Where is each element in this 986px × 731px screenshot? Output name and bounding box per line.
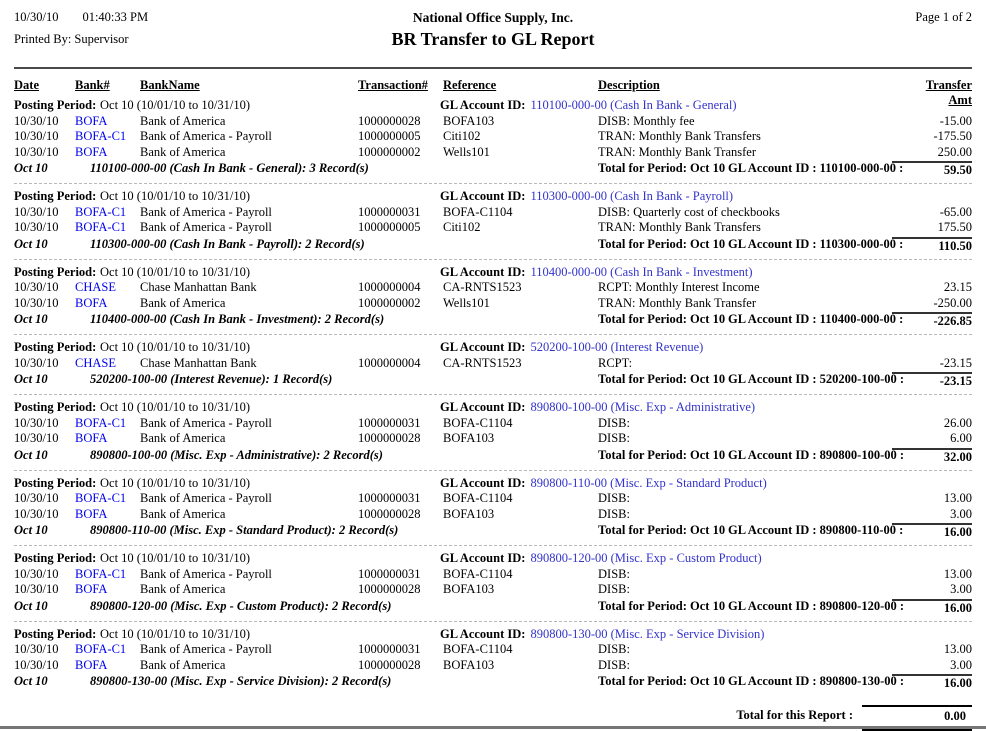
total-for-period-label: Total for Period: Oct 10 <box>598 312 726 326</box>
row-reference: CA-RNTS1523 <box>443 355 522 370</box>
period-total-amount: 110.50 <box>892 237 972 254</box>
posting-period-row <box>14 551 972 567</box>
table-row <box>14 507 972 523</box>
section-rows <box>14 280 972 311</box>
section-rows <box>14 567 972 598</box>
row-transfer-amount: -65.00 <box>939 204 972 219</box>
total-gl-account-label: GL Account ID : 110300-000-00 : <box>728 236 904 251</box>
posting-period-label: Posting Period: <box>14 626 97 641</box>
row-bank-name: Bank of America - Payroll <box>140 220 272 234</box>
row-date: 10/30/10 <box>14 642 59 656</box>
row-bank-name: Bank of America <box>140 144 226 159</box>
row-bank-name: Chase Manhattan Bank <box>140 280 257 294</box>
posting-period-value: Oct 10 (10/01/10 to 10/31/10) <box>100 626 250 641</box>
row-description: RCPT: <box>598 355 633 370</box>
row-reference: BOFA103 <box>443 113 495 128</box>
row-transfer-amount: 13.00 <box>943 491 972 505</box>
row-bank-name: Bank of America - Payroll <box>140 642 272 656</box>
row-transaction-number: 1000000031 <box>358 491 421 505</box>
table-row <box>14 114 972 130</box>
posting-period-row <box>14 189 972 205</box>
report-title: BR Transfer to GL Report <box>391 29 595 49</box>
column-header-description: Description <box>598 78 660 92</box>
summary-period: Oct 10 <box>14 161 48 175</box>
total-for-period-label: Total for Period: Oct 10 <box>598 236 726 251</box>
bank-code-link[interactable]: BOFA <box>75 431 108 445</box>
section-rows <box>14 114 972 161</box>
table-row <box>14 642 972 658</box>
table-row <box>14 220 972 236</box>
row-transaction-number: 1000000004 <box>358 280 421 294</box>
report-header <box>14 10 972 58</box>
gl-account-label: GL Account ID: <box>440 340 526 354</box>
posting-period-label: Posting Period: <box>14 551 97 565</box>
total-for-period-label: Total for Period: Oct 10 <box>598 447 726 462</box>
printed-by-label: Printed By: <box>14 32 72 46</box>
summary-text: 110300-000-00 (Cash In Bank - Payroll): 2 Record(s) <box>90 236 365 251</box>
row-transfer-amount: 13.00 <box>943 566 972 581</box>
row-transaction-number: 1000000005 <box>358 220 421 234</box>
summary-period: Oct 10 <box>14 236 48 251</box>
posting-period-row <box>14 476 972 492</box>
bank-code-link[interactable]: BOFA-C1 <box>75 204 127 219</box>
section-total-row <box>14 372 972 389</box>
table-row <box>14 567 972 583</box>
row-transfer-amount: 3.00 <box>950 506 972 521</box>
gl-account-section <box>14 394 972 465</box>
row-date: 10/30/10 <box>14 220 59 234</box>
gl-account-group <box>440 340 703 355</box>
gl-account-link[interactable]: 520200-100-00 (Interest Revenue) <box>530 340 704 354</box>
row-bank-name: Bank of America <box>140 582 226 596</box>
row-transfer-amount: 6.00 <box>950 431 972 445</box>
row-reference: Wells101 <box>443 295 490 310</box>
row-reference: BOFA103 <box>443 431 495 445</box>
row-bank-name: Bank of America - Payroll <box>140 491 272 505</box>
row-date: 10/30/10 <box>14 204 59 219</box>
bank-code-link[interactable]: BOFA-C1 <box>75 491 127 505</box>
gl-account-link[interactable]: 890800-130-00 (Misc. Exp - Service Division) <box>530 626 765 641</box>
row-date: 10/30/10 <box>14 280 59 294</box>
total-gl-account-label: GL Account ID : 520200-100-00 : <box>728 372 905 386</box>
row-description: DISB: <box>598 431 630 445</box>
posting-period-row <box>14 265 972 281</box>
bank-code-link[interactable]: BOFA <box>75 295 108 310</box>
row-description: TRAN: Monthly Bank Transfers <box>598 129 761 143</box>
header-rule <box>14 67 972 69</box>
section-rows <box>14 416 972 447</box>
period-total-amount: -226.85 <box>892 312 972 329</box>
posting-period-label: Posting Period: <box>14 189 97 203</box>
posting-period-value: Oct 10 (10/01/10 to 10/31/10) <box>100 400 250 414</box>
posting-period-label: Posting Period: <box>14 475 97 490</box>
row-transaction-number: 1000000004 <box>358 355 421 370</box>
gl-account-group <box>440 98 737 113</box>
row-bank-name: Bank of America <box>140 506 226 521</box>
column-header-bank-num: Bank# <box>75 78 110 92</box>
table-row <box>14 416 972 432</box>
section-total-row <box>14 161 972 178</box>
section-total-row <box>14 237 972 254</box>
posting-period-value: Oct 10 (10/01/10 to 10/31/10) <box>100 264 250 279</box>
row-transaction-number: 1000000002 <box>358 295 421 310</box>
record-count-summary <box>14 523 398 537</box>
period-total-amount: -23.15 <box>892 372 972 389</box>
row-date: 10/30/10 <box>14 657 59 672</box>
row-description: DISB: <box>598 491 630 505</box>
posting-period-label: Posting Period: <box>14 400 97 414</box>
posting-period-value: Oct 10 (10/01/10 to 10/31/10) <box>100 189 250 203</box>
table-row <box>14 582 972 598</box>
gl-account-section <box>14 470 972 541</box>
bank-code-link[interactable]: BOFA-C1 <box>75 642 127 656</box>
row-bank-name: Chase Manhattan Bank <box>140 355 257 370</box>
period-total-amount: 16.00 <box>892 674 972 691</box>
print-time: 01:40:33 PM <box>82 10 149 24</box>
row-reference: Wells101 <box>443 144 490 159</box>
row-transaction-number: 1000000028 <box>358 431 421 445</box>
gl-account-link[interactable]: 890800-120-00 (Misc. Exp - Custom Product) <box>530 551 762 565</box>
gl-account-label: GL Account ID: <box>440 626 526 641</box>
row-transfer-amount: -175.50 <box>933 129 972 143</box>
gl-account-label: GL Account ID: <box>440 264 526 279</box>
record-count-summary <box>14 599 391 613</box>
gl-account-link[interactable]: 110400-000-00 (Cash In Bank - Investment) <box>530 264 753 279</box>
row-transaction-number: 1000000005 <box>358 129 421 143</box>
posting-period-row <box>14 98 972 114</box>
gl-account-group <box>440 476 767 491</box>
row-reference: CA-RNTS1523 <box>443 280 522 294</box>
gl-account-group <box>440 265 753 280</box>
total-gl-account-label: GL Account ID : 890800-120-00 : <box>728 598 905 613</box>
table-row <box>14 145 972 161</box>
gl-account-section <box>14 259 972 330</box>
table-row <box>14 296 972 312</box>
bank-code-link[interactable]: BOFA-C1 <box>75 566 127 581</box>
summary-text: 890800-100-00 (Misc. Exp - Administrative): 2 Record(s) <box>90 447 383 462</box>
row-transfer-amount: 3.00 <box>950 582 972 596</box>
gl-account-label: GL Account ID: <box>440 98 526 112</box>
gl-account-link[interactable]: 890800-100-00 (Misc. Exp - Administrative) <box>530 400 756 414</box>
row-description: RCPT: Monthly Interest Income <box>598 280 760 294</box>
bank-code-link[interactable]: CHASE <box>75 280 116 294</box>
gl-account-section <box>14 95 972 178</box>
row-description: TRAN: Monthly Bank Transfer <box>598 144 756 159</box>
row-date: 10/30/10 <box>14 415 59 430</box>
section-rows <box>14 642 972 673</box>
row-date: 10/30/10 <box>14 355 59 370</box>
posting-period-value: Oct 10 (10/01/10 to 10/31/10) <box>100 340 250 354</box>
row-reference: BOFA-C1104 <box>443 642 513 656</box>
section-total-row <box>14 674 972 691</box>
bank-code-link[interactable]: BOFA <box>75 582 108 596</box>
row-reference: BOFA-C1104 <box>443 566 513 581</box>
column-header-transaction: Transaction# <box>358 78 428 92</box>
row-transfer-amount: 23.15 <box>943 280 972 294</box>
bank-code-link[interactable]: BOFA <box>75 506 108 521</box>
row-transfer-amount: -23.15 <box>939 355 972 370</box>
table-row <box>14 280 972 296</box>
row-transfer-amount: 175.50 <box>937 220 972 234</box>
section-rows <box>14 205 972 236</box>
section-total-row <box>14 523 972 540</box>
table-row <box>14 431 972 447</box>
row-transaction-number: 1000000028 <box>358 113 421 128</box>
row-description: DISB: <box>598 582 630 596</box>
row-description: DISB: <box>598 642 630 656</box>
period-total-amount: 32.00 <box>892 448 972 465</box>
posting-period-value: Oct 10 (10/01/10 to 10/31/10) <box>100 475 250 490</box>
record-count-summary <box>14 237 365 251</box>
gl-account-group <box>440 400 755 415</box>
posting-period-value: Oct 10 (10/01/10 to 10/31/10) <box>100 98 250 112</box>
record-count-summary <box>14 448 383 462</box>
total-gl-account-label: GL Account ID : 110400-000-00 : <box>728 312 904 326</box>
period-total-amount: 16.00 <box>892 523 972 540</box>
table-row <box>14 658 972 674</box>
section-total-row <box>14 599 972 616</box>
row-transfer-amount: 3.00 <box>950 657 972 672</box>
print-date: 10/30/10 <box>14 10 59 24</box>
summary-period: Oct 10 <box>14 447 48 462</box>
record-count-summary <box>14 312 384 326</box>
total-for-period-label: Total for Period: Oct 10 <box>598 598 726 613</box>
row-date: 10/30/10 <box>14 295 59 310</box>
gl-account-group <box>440 551 762 566</box>
summary-text: 110100-000-00 (Cash In Bank - General): 3 Record(s) <box>90 161 369 175</box>
summary-period: Oct 10 <box>14 598 48 613</box>
period-total-amount: 59.50 <box>892 161 972 178</box>
bank-code-link[interactable]: BOFA <box>75 657 108 672</box>
printed-by-value: Supervisor <box>74 32 129 46</box>
row-bank-name: Bank of America <box>140 431 226 445</box>
header-center <box>14 10 972 50</box>
total-gl-account-label: GL Account ID : 890800-100-00 : <box>728 447 905 462</box>
company-name: National Office Supply, Inc. <box>412 10 574 25</box>
row-date: 10/30/10 <box>14 506 59 521</box>
row-date: 10/30/10 <box>14 129 59 143</box>
table-row <box>14 129 972 145</box>
row-date: 10/30/10 <box>14 431 59 445</box>
table-row <box>14 356 972 372</box>
page-bottom-edge <box>0 726 986 729</box>
column-header-reference: Reference <box>443 78 497 92</box>
section-total-row <box>14 448 972 465</box>
summary-text: 890800-130-00 (Misc. Exp - Service Division): 2 Record(s) <box>90 674 392 688</box>
row-description: TRAN: Monthly Bank Transfer <box>598 295 756 310</box>
row-description: DISB: Quarterly cost of checkbooks <box>598 204 780 219</box>
summary-period: Oct 10 <box>14 523 48 537</box>
summary-text: 890800-110-00 (Misc. Exp - Standard Product): 2 Record(s) <box>90 523 399 537</box>
bank-code-link[interactable]: CHASE <box>75 355 116 370</box>
summary-period: Oct 10 <box>14 312 48 326</box>
posting-period-value: Oct 10 (10/01/10 to 10/31/10) <box>100 551 250 565</box>
row-transaction-number: 1000000031 <box>358 642 421 656</box>
gl-account-section <box>14 183 972 254</box>
row-description: DISB: <box>598 506 630 521</box>
total-for-period-label: Total for Period: Oct 10 <box>598 674 726 688</box>
row-bank-name: Bank of America <box>140 657 226 672</box>
column-header-bank-name: BankName <box>140 78 200 92</box>
row-transaction-number: 1000000031 <box>358 566 421 581</box>
bank-code-link[interactable]: BOFA <box>75 113 108 128</box>
row-date: 10/30/10 <box>14 582 59 596</box>
row-transfer-amount: 13.00 <box>943 642 972 656</box>
row-reference: BOFA-C1104 <box>443 415 513 430</box>
total-gl-account-label: GL Account ID : 890800-130-00 : <box>728 674 905 688</box>
gl-account-group <box>440 627 764 642</box>
summary-text: 110400-000-00 (Cash In Bank - Investment): 2 Record(s) <box>90 312 385 326</box>
row-transaction-number: 1000000031 <box>358 204 421 219</box>
gl-account-link[interactable]: 890800-110-00 (Misc. Exp - Standard Product) <box>530 475 767 490</box>
section-rows <box>14 491 972 522</box>
summary-period: Oct 10 <box>14 372 48 386</box>
gl-account-section <box>14 334 972 389</box>
row-reference: Citi102 <box>443 129 481 143</box>
row-bank-name: Bank of America - Payroll <box>140 415 272 430</box>
row-transfer-amount: 250.00 <box>937 144 972 159</box>
row-transaction-number: 1000000028 <box>358 582 421 596</box>
posting-period-label: Posting Period: <box>14 264 97 279</box>
row-bank-name: Bank of America - Payroll <box>140 204 272 219</box>
table-row <box>14 491 972 507</box>
gl-account-link[interactable]: 110300-000-00 (Cash In Bank - Payroll) <box>530 189 734 203</box>
row-reference: Citi102 <box>443 220 481 234</box>
posting-period-row <box>14 627 972 643</box>
gl-account-link[interactable]: 110100-000-00 (Cash In Bank - General) <box>530 98 737 112</box>
report-body <box>14 95 972 691</box>
row-reference: BOFA-C1104 <box>443 204 513 219</box>
table-row <box>14 205 972 221</box>
gl-account-section <box>14 545 972 616</box>
gl-account-section <box>14 621 972 692</box>
gl-account-group <box>440 189 733 204</box>
row-reference: BOFA103 <box>443 582 495 596</box>
gl-account-label: GL Account ID: <box>440 475 526 490</box>
row-bank-name: Bank of America - Payroll <box>140 566 272 581</box>
row-reference: BOFA-C1104 <box>443 491 513 505</box>
gl-account-label: GL Account ID: <box>440 400 526 414</box>
bank-code-link[interactable]: BOFA-C1 <box>75 220 127 234</box>
row-transaction-number: 1000000028 <box>358 657 421 672</box>
bank-code-link[interactable]: BOFA <box>75 144 108 159</box>
total-for-period-label: Total for Period: Oct 10 <box>598 523 726 537</box>
posting-period-row <box>14 340 972 356</box>
row-date: 10/30/10 <box>14 491 59 505</box>
period-total-amount: 16.00 <box>892 599 972 616</box>
column-header-transfer-amt: Transfer Amt <box>925 78 972 107</box>
posting-period-label: Posting Period: <box>14 98 97 112</box>
report-total-amount: 0.00 <box>862 705 972 731</box>
row-date: 10/30/10 <box>14 144 59 159</box>
summary-text: 890800-120-00 (Misc. Exp - Custom Product): 2 Record(s) <box>90 598 392 613</box>
row-transfer-amount: 26.00 <box>943 415 972 430</box>
row-transaction-number: 1000000031 <box>358 415 421 430</box>
total-for-period-label: Total for Period: Oct 10 <box>598 161 726 175</box>
row-transfer-amount: -250.00 <box>933 295 972 310</box>
row-description: DISB: <box>598 566 630 581</box>
section-total-row <box>14 312 972 329</box>
row-transaction-number: 1000000028 <box>358 506 421 521</box>
row-bank-name: Bank of America <box>140 113 226 128</box>
page-indicator: Page 1 of 2 <box>915 10 972 24</box>
bank-code-link[interactable]: BOFA-C1 <box>75 129 127 143</box>
row-transaction-number: 1000000002 <box>358 144 421 159</box>
section-rows <box>14 356 972 372</box>
gl-account-label: GL Account ID: <box>440 551 526 565</box>
row-transfer-amount: -15.00 <box>939 113 972 128</box>
row-date: 10/30/10 <box>14 113 59 128</box>
record-count-summary <box>14 161 369 175</box>
column-header-date: Date <box>14 78 39 92</box>
row-description: DISB: <box>598 657 630 672</box>
summary-text: 520200-100-00 (Interest Revenue): 1 Record(s) <box>90 372 333 386</box>
row-description: DISB: Monthly fee <box>598 113 695 128</box>
total-for-period-label: Total for Period: Oct 10 <box>598 372 726 386</box>
row-bank-name: Bank of America - Payroll <box>140 129 272 143</box>
gl-account-label: GL Account ID: <box>440 189 526 203</box>
row-bank-name: Bank of America <box>140 295 226 310</box>
report-total-label: Total for this Report : <box>736 708 853 722</box>
posting-period-label: Posting Period: <box>14 340 97 354</box>
summary-period: Oct 10 <box>14 674 48 688</box>
record-count-summary <box>14 372 332 386</box>
total-gl-account-label: GL Account ID : 110100-000-00 : <box>728 161 904 175</box>
row-date: 10/30/10 <box>14 566 59 581</box>
record-count-summary <box>14 674 391 688</box>
row-reference: BOFA103 <box>443 657 495 672</box>
row-reference: BOFA103 <box>443 506 495 521</box>
bank-code-link[interactable]: BOFA-C1 <box>75 415 127 430</box>
total-gl-account-label: GL Account ID : 890800-110-00 : <box>728 523 904 537</box>
row-description: TRAN: Monthly Bank Transfers <box>598 220 761 234</box>
row-description: DISB: <box>598 415 630 430</box>
posting-period-row <box>14 400 972 416</box>
